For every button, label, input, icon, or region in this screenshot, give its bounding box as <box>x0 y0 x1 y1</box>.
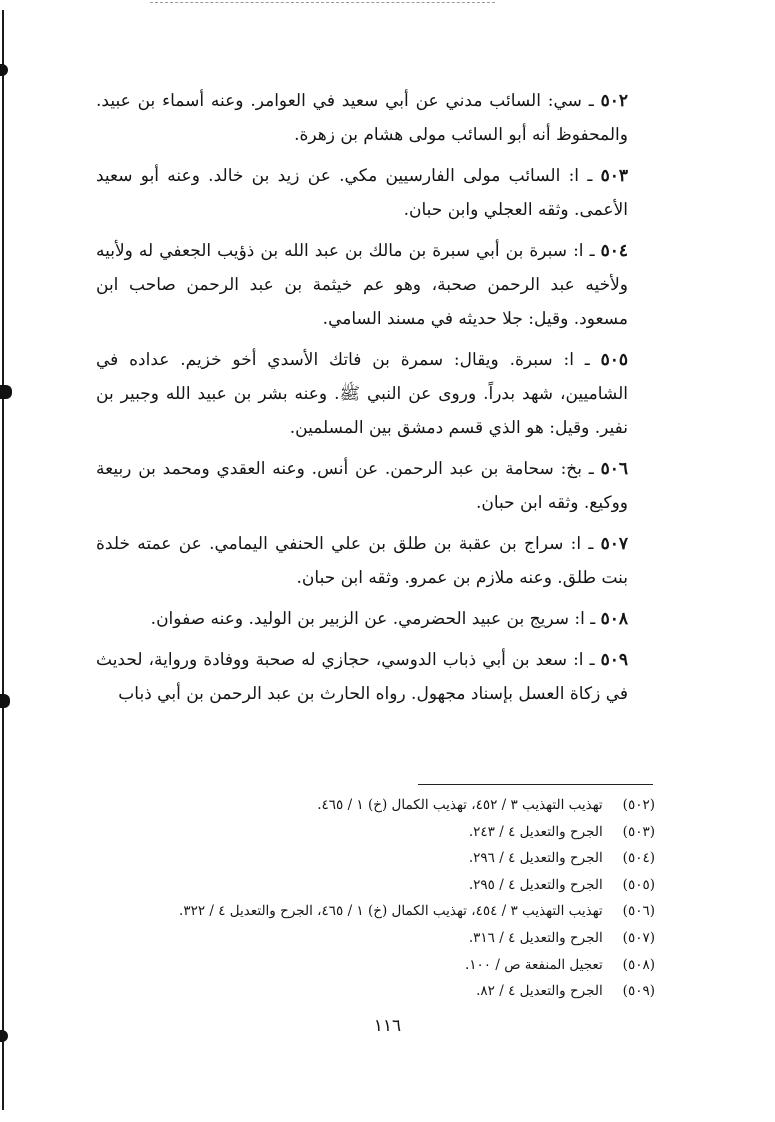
footnote-number: (٥٠٢) <box>622 797 655 813</box>
entry-number: ٥٠٤ <box>600 241 628 261</box>
footnote <box>80 792 655 819</box>
footnote <box>80 952 655 979</box>
entry-text: ـ ا: سعد بن أبي ذباب الدوسي، حجازي له صحبة ووفادة ورواية، لحديث في زكاة العسل بإسناد مجهول. رواه الحارث بن عبد الرحمن بن أبي ذباب <box>96 650 628 704</box>
entry <box>96 643 656 711</box>
binding-mark <box>0 385 12 399</box>
footnote-text: تهذيب التهذيب ٣ / ٤٥٢، تهذيب الكمال (خ) ١ / ٤٦٥. <box>317 797 603 813</box>
footnote <box>80 898 655 925</box>
footnote-separator <box>418 784 653 785</box>
scan-left-edge <box>2 10 4 1110</box>
main-text <box>96 84 656 718</box>
footnote-number: (٥٠٤) <box>622 850 655 867</box>
binding-mark <box>0 1030 8 1042</box>
entry <box>96 234 656 336</box>
entry-text: ـ ا: سبرة. ويقال: سمرة بن فاتك الأسدي أخو خزيم. عداده في الشاميين، شهد بدراً. وروى عن النبي ﷺ. وعنه بشر بن عبيد الله وجبير بن نفير. وقيل: هو الذي قسم دمشق بين المسلمين. <box>96 350 628 438</box>
page-number: ١١٦ <box>373 1016 402 1036</box>
entry <box>96 527 656 595</box>
footnote-text: الجرح والتعديل ٤ / ٢٩٦. <box>468 850 603 867</box>
entry-text: ـ ا: سريج بن عبيد الحضرمي. عن الزبير بن الوليد. وعنه صفوان. <box>150 609 601 629</box>
footnote <box>80 872 655 899</box>
footnote-number: (٥٠٣) <box>622 823 655 840</box>
footnote-text: الجرح والتعديل ٤ / ٨٢. <box>476 983 603 1000</box>
entry-number: ٥٠٢ <box>600 91 628 111</box>
entry-text: ـ ا: السائب مولى الفارسيين مكي. عن زيد بن خالد. وعنه أبو سعيد الأعمى. وثقه العجلي وابن حبان. <box>96 166 628 220</box>
entry-number: ٥٠٧ <box>600 534 628 554</box>
footnote <box>80 925 655 952</box>
binding-mark <box>0 694 10 708</box>
footnote-text: الجرح والتعديل ٤ / ٢٩٥. <box>468 876 603 893</box>
entry <box>96 343 656 445</box>
entry-number: ٥٠٨ <box>600 609 628 629</box>
binding-mark <box>0 64 8 76</box>
entry <box>96 602 656 636</box>
footnote-text: الجرح والتعديل ٤ / ٣١٦. <box>468 929 603 946</box>
entry-text: ـ سي: السائب مدني عن أبي سعيد في العوامر. وعنه أسماء بن عبيد. والمحفوظ أنه أبو السائب مولى هشام بن زهرة. <box>96 91 628 145</box>
footnotes <box>80 792 655 1005</box>
footnote <box>80 819 655 846</box>
footnote-number: (٥٠٦) <box>622 903 655 920</box>
scan-top-edge <box>150 2 495 3</box>
footnote-text: تهذيب التهذيب ٣ / ٤٥٤، تهذيب الكمال (خ) ١ / ٤٦٥، الجرح والتعديل ٤ / ٣٢٢. <box>179 903 603 920</box>
footnote-text: تعجيل المنفعة ص / ١٠٠. <box>465 956 603 973</box>
footnote <box>80 978 655 1005</box>
entry-number: ٥٠٥ <box>600 350 628 370</box>
entry-text: ـ ا: سبرة بن أبي سبرة بن مالك بن عبد الله بن ذؤيب الجعفي له ولأبيه ولأخيه عبد الرحمن صحبة، وهو عم خيثمة بن عبد الرحمن صاحب ابن مسعود. وقيل: جلا حديثه في مسند السامي. <box>96 241 628 329</box>
footnote-number: (٥٠٨) <box>622 956 655 973</box>
entry-number: ٥٠٣ <box>600 166 628 186</box>
entry <box>96 452 656 520</box>
entry <box>96 159 656 227</box>
entry-text: ـ ا: سراج بن عقبة بن طلق بن علي الحنفي اليمامي. عن عمته خلدة بنت طلق. وعنه ملازم بن عمرو. وثقه ابن حبان. <box>96 534 628 588</box>
footnote <box>80 845 655 872</box>
entry-text: ـ بخ: سحامة بن عبد الرحمن. عن أنس. وعنه العقدي ومحمد بن ربيعة ووكيع. وثقه ابن حبان. <box>96 459 628 513</box>
entry-number: ٥٠٩ <box>600 650 628 670</box>
footnote-text: الجرح والتعديل ٤ / ٢٤٣. <box>468 823 603 840</box>
footnote-number: (٥٠٩) <box>622 983 655 1000</box>
footnote-number: (٥٠٥) <box>622 876 655 893</box>
entry <box>96 84 656 152</box>
entry-number: ٥٠٦ <box>600 459 629 479</box>
footnote-number: (٥٠٧) <box>622 929 655 946</box>
